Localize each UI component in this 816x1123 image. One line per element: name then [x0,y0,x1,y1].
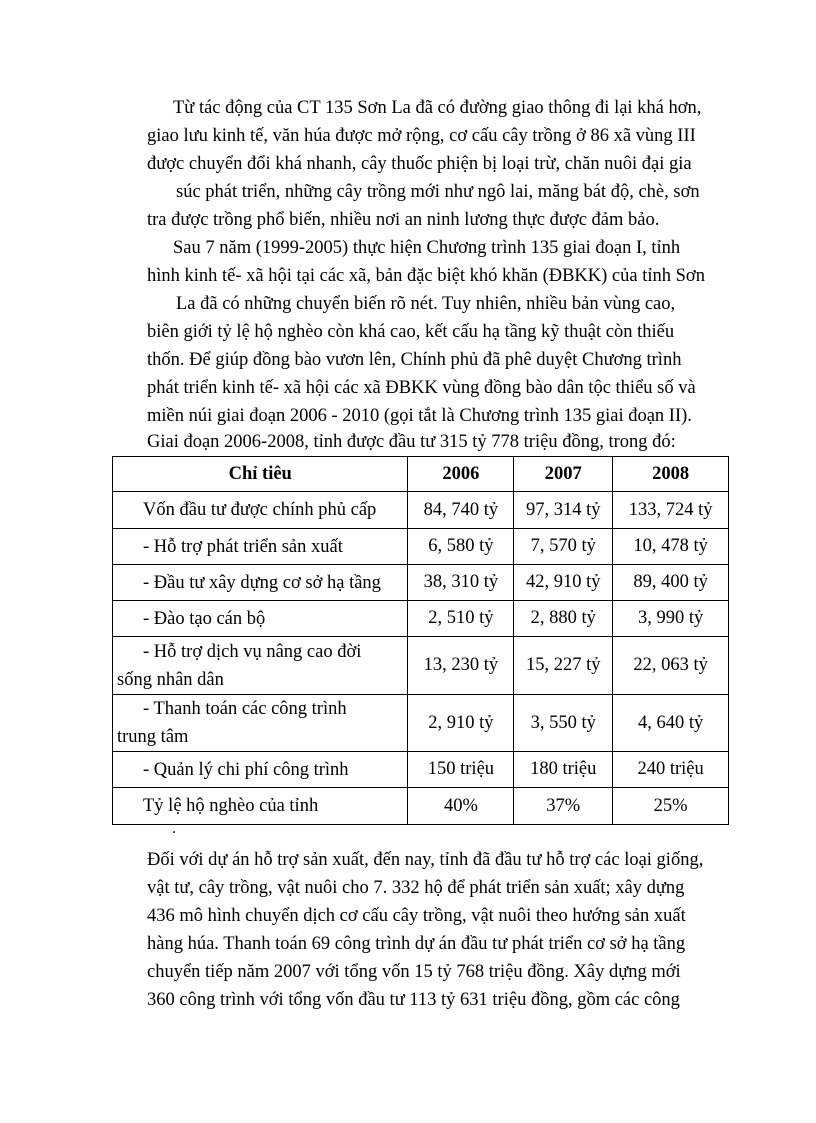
header-indicator: Chỉ tiêu [113,457,408,492]
text-line: được chuyển đổi khá nhanh, cây thuốc phiện bị loại trừ, chăn nuôi đại gia [147,154,692,174]
row-label [113,695,408,752]
text-line: súc phát triển, những cây trồng mới như ngô lai, măng bát độ, chè, sơn [176,182,700,202]
cell-2008: 3, 990 tỷ [613,601,729,637]
header-2006: 2006 [408,457,514,492]
cell-2007: 180 triệu [514,752,613,788]
cell-2007: 7, 570 tỷ [514,529,613,565]
cell-2007: 3, 550 tỷ [514,695,613,752]
cell-2008: 4, 640 tỷ [613,695,729,752]
text-line: biên giới tỷ lệ hộ nghèo còn khá cao, kết cấu hạ tầng kỹ thuật còn thiếu [147,322,675,342]
text-line: 360 công trình với tổng vốn đầu tư 113 tỷ 631 triệu đồng, gồm các công [147,990,680,1010]
table-row [113,695,729,752]
table-header-row [113,457,729,492]
cell-2008: 89, 400 tỷ [613,565,729,601]
text-line: Đối với dự án hỗ trợ sản xuất, đến nay, tỉnh đã đầu tư hỗ trợ các loại giống, [147,850,704,870]
text-line: thốn. Để giúp đồng bào vươn lên, Chính phủ đã phê duyệt Chương trình [147,350,682,370]
row-label-line: trung tâm [117,727,189,747]
cell-2006: 13, 230 tỷ [408,637,514,695]
table-row [113,637,729,695]
text-line: Từ tác động của CT 135 Sơn La đã có đường giao thông đi lại khá hơn, [173,98,702,118]
row-label: - Quản lý chi phí công trình [113,752,408,788]
text-line: tra được trồng phổ biến, nhiều nơi an ninh lương thực được đảm bảo. [147,210,660,230]
cell-2007: 15, 227 tỷ [514,637,613,695]
table-row [113,492,729,529]
text-line: 436 mô hình chuyển dịch cơ cấu cây trồng, vật nuôi theo hướng sản xuất [147,906,686,926]
text-line: phát triển kinh tế- xã hội các xã ĐBKK vùng đồng bào dân tộc thiểu số và [147,378,696,398]
header-2007: 2007 [514,457,613,492]
text-line: hình kinh tế- xã hội tại các xã, bản đặc biệt khó khăn (ĐBKK) của tỉnh Sơn [147,266,705,286]
row-label [113,637,408,695]
cell-2008: 240 triệu [613,752,729,788]
cell-2006: 84, 740 tỷ [408,492,514,529]
text-line: Giai đoạn 2006-2008, tỉnh được đầu tư 315 tỷ 778 triệu đồng, trong đó: [147,432,676,452]
text-line: hàng húa. Thanh toán 69 công trình dự án đầu tư phát triển cơ sở hạ tầng [147,934,686,954]
row-label-line: - Hỗ trợ dịch vụ nâng cao đời [143,641,362,662]
text-line: vật tư, cây trồng, vật nuôi cho 7. 332 hộ để phát triển sản xuất; xây dựng [147,878,685,898]
text-line: miền núi giai đoạn 2006 - 2010 (gọi tắt là Chương trình 135 giai đoạn II). [147,406,692,426]
text-line: La đã có những chuyển biến rõ nét. Tuy nhiên, nhiều bản vùng cao, [176,294,676,314]
text-line: chuyển tiếp năm 2007 với tổng vốn 15 tỷ 768 triệu đồng. Xây dựng mới [147,962,681,982]
row-label-line: - Thanh toán các công trình [143,699,347,719]
stray-dot: . [172,820,176,837]
row-label: Tỷ lệ hộ nghèo của tỉnh [113,788,408,825]
cell-2008: 10, 478 tỷ [613,529,729,565]
text-line: giao lưu kinh tế, văn húa được mở rộng, cơ cấu cây trồng ở 86 xã vùng III [147,126,696,146]
cell-2008: 22, 063 tỷ [613,637,729,695]
cell-2006: 38, 310 tỷ [408,565,514,601]
cell-2008: 133, 724 tỷ [613,492,729,529]
cell-2007: 97, 314 tỷ [514,492,613,529]
row-label: - Hỗ trợ phát triển sản xuất [113,529,408,565]
text-line: Sau 7 năm (1999-2005) thực hiện Chương trình 135 giai đoạn I, tỉnh [173,238,681,258]
header-2008: 2008 [613,457,729,492]
table-row [113,529,729,565]
cell-2007: 42, 910 tỷ [514,565,613,601]
table-row [113,601,729,637]
table-row [113,565,729,601]
table-row [113,752,729,788]
row-label: - Đào tạo cán bộ [113,601,408,637]
row-label: - Đầu tư xây dựng cơ sở hạ tầng [113,565,408,601]
cell-2007: 2, 880 tỷ [514,601,613,637]
cell-2006: 150 triệu [408,752,514,788]
cell-2008: 25% [613,788,729,825]
row-label-line: sống nhân dân [117,669,224,690]
cell-2006: 6, 580 tỷ [408,529,514,565]
cell-2007: 37% [514,788,613,825]
cell-2006: 40% [408,788,514,825]
investment-table [112,456,729,825]
row-label: Vốn đầu tư được chính phủ cấp [113,492,408,529]
cell-2006: 2, 910 tỷ [408,695,514,752]
table-row [113,788,729,825]
cell-2006: 2, 510 tỷ [408,601,514,637]
